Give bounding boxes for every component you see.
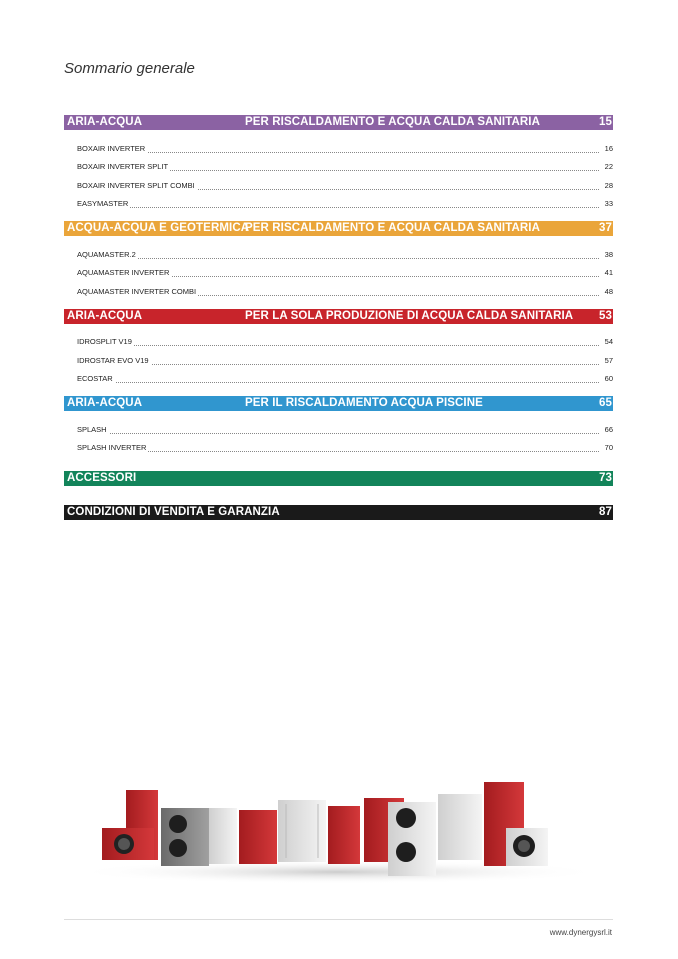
section-subtitle: PER LA SOLA PRODUZIONE DI ACQUA CALDA SANITARIA [245,309,574,322]
section-page-number: 87 [599,506,612,518]
footer-website-link[interactable]: www.dynergysrl.it [549,928,612,937]
entry-label: BOXAIR INVERTER SPLIT COMBI [77,180,195,190]
section-page-number: 15 [599,116,612,128]
leader-dots [77,345,599,346]
entry-page: 38 [604,249,613,259]
section-page-number: 65 [599,397,612,409]
section-entries [64,236,613,309]
toc-entry[interactable] [77,263,613,282]
entry-label: AQUAMASTER INVERTER COMBI [77,286,197,296]
section-category: ARIA-ACQUA [67,309,143,322]
heat-pump-lineup-image [68,780,608,885]
section-subtitle: PER IL RISCALDAMENTO ACQUA PISCINE [245,397,483,409]
section-header-aria-acqua-piscine[interactable] [64,396,613,411]
entry-label: BOXAIR INVERTER SPLIT [77,162,169,171]
entry-label: IDROSTAR EVO V19 [77,355,149,365]
entry-page: 54 [604,337,613,346]
entry-page: 33 [604,199,613,208]
toc-entry[interactable] [77,138,613,157]
entry-label: IDROSPLIT V19 [77,337,132,346]
toc-entry[interactable] [77,157,613,176]
entry-page: 60 [604,374,613,383]
page-title: Sommario generale [64,60,195,77]
toc-entry[interactable] [77,332,613,351]
entry-label: AQUAMASTER INVERTER [77,268,170,277]
leader-dots [77,207,599,208]
section-page-number: 73 [599,472,612,484]
entry-page: 57 [604,355,613,365]
section-entries [64,324,613,397]
leader-dots [77,382,599,383]
toc-entry[interactable] [77,194,613,213]
leader-dots [77,258,599,259]
footer-divider [64,919,613,920]
section-subtitle: PER RISCALDAMENTO E ACQUA CALDA SANITARIA [245,222,541,234]
entry-label: SPLASH [77,424,107,434]
entry-page: 41 [604,268,613,277]
section-header-aria-acqua-acs[interactable] [64,309,613,324]
leader-dots [77,364,599,365]
section-category: ACCESSORI [67,472,137,484]
section-header-acqua-acqua-geotermica[interactable] [64,221,613,236]
leader-dots [77,152,599,153]
entry-page: 28 [604,180,613,190]
section-header-condizioni[interactable] [64,505,613,520]
entry-label: EASYMASTER [77,199,129,208]
toc-entry[interactable] [77,419,613,438]
section-subtitle: PER RISCALDAMENTO E ACQUA CALDA SANITARIA [245,116,541,128]
section-header-accessori[interactable] [64,471,613,486]
toc-entry[interactable] [77,244,613,263]
entry-page: 66 [604,424,613,434]
section-header-aria-acqua-riscaldamento[interactable] [64,115,613,130]
toc-entry[interactable] [77,438,613,457]
toc-entry[interactable] [77,281,613,300]
entry-label: ECOSTAR [77,374,113,383]
section-category: ARIA-ACQUA [67,397,143,409]
entry-page: 22 [604,162,613,171]
section-page-number: 37 [599,222,612,234]
leader-dots [77,433,599,434]
entry-label: AQUAMASTER.2 [77,249,136,259]
section-category: ACQUA-ACQUA E GEOTERMICA [67,222,250,234]
section-category: CONDIZIONI DI VENDITA E GARANZIA [67,506,280,518]
table-of-contents [64,115,613,520]
entry-label: SPLASH INVERTER [77,443,147,452]
entry-label: BOXAIR INVERTER [77,143,146,153]
entry-page: 16 [604,143,613,153]
leader-dots [77,451,599,452]
section-entries [64,411,613,465]
toc-entry[interactable] [77,175,613,194]
section-category: ARIA-ACQUA [67,116,143,128]
section-page-number: 53 [599,309,612,322]
entry-page: 70 [604,443,613,452]
section-entries [64,130,613,221]
toc-entry[interactable] [77,369,613,388]
entry-page: 48 [604,286,613,296]
toc-entry[interactable] [77,350,613,369]
